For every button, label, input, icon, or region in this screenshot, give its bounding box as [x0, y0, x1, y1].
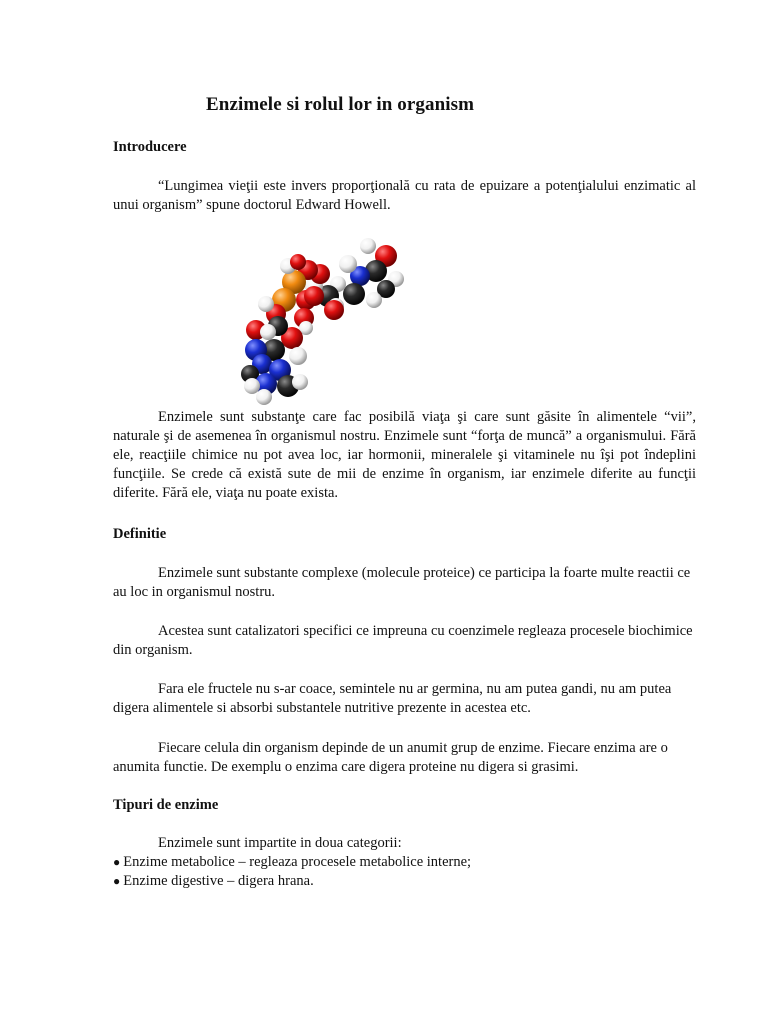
list-item — [113, 853, 696, 872]
molecule-icon — [241, 238, 404, 405]
enzyme-types-intro: Enzimele sunt impartite in doua categorii: — [158, 835, 402, 851]
molecule-illustration — [236, 234, 416, 406]
list-item-text: Enzime digestive – digera hrana. — [123, 873, 314, 889]
bullet-icon: ● — [113, 874, 121, 888]
section-heading-definitie: Definitie — [113, 526, 167, 542]
enzymes-paragraph: Enzimele sunt substanţe care fac posibilă viaţa şi care sunt găsite în alimentele “vii”, naturale şi de asemenea în organismul nostru. Enzimele sunt “forţa de muncă” a organismului. Fără ele, reacţiile chimice nu pot avea loc, iar hormonii, mineralele şi vitaminele nu îşi pot îndeplini funcţiile. Se crede că există sute de mii de enzime în organism, iar enzimele diferite au funcţii diferite. Fără ele, viaţa nu poate exista. — [113, 409, 696, 501]
list-item — [113, 872, 696, 891]
definition-paragraph-4: Fiecare celula din organism depinde de un anumit grup de enzime. Fiecare enzima are o anumita functie. De exemplu o enzima care digera proteine nu digera si grasimi. — [113, 740, 668, 775]
section-heading-tipuri: Tipuri de enzime — [113, 797, 219, 813]
document-title: Enzimele si rolul lor in organism — [206, 94, 475, 115]
definition-paragraph-1: Enzimele sunt substante complexe (molecule proteice) ce participa la foarte multe reactii ce au loc in organismul nostru. — [113, 565, 691, 600]
definition-paragraph-3: Fara ele fructele nu s-ar coace, semintele nu ar germina, nu am putea gandi, nu am putea digera alimentele si absorbi substantele nutritive prezente in acestea etc. — [113, 681, 672, 716]
list-item-text: Enzime metabolice – regleaza procesele metabolice interne; — [123, 854, 472, 870]
bullet-icon: ● — [113, 855, 121, 869]
definition-paragraph-2: Acestea sunt catalizatori specifici ce impreuna cu coenzimele regleaza procesele biochimice din organism. — [113, 623, 693, 658]
enzyme-types-list — [113, 834, 696, 891]
section-heading-introducere: Introducere — [113, 139, 187, 155]
quote-paragraph: “Lungimea vieţii este invers proporţională cu rata de epuizare a potenţialului enzimatic al unui organism” spune doctorul Edward Howell. — [113, 178, 696, 213]
